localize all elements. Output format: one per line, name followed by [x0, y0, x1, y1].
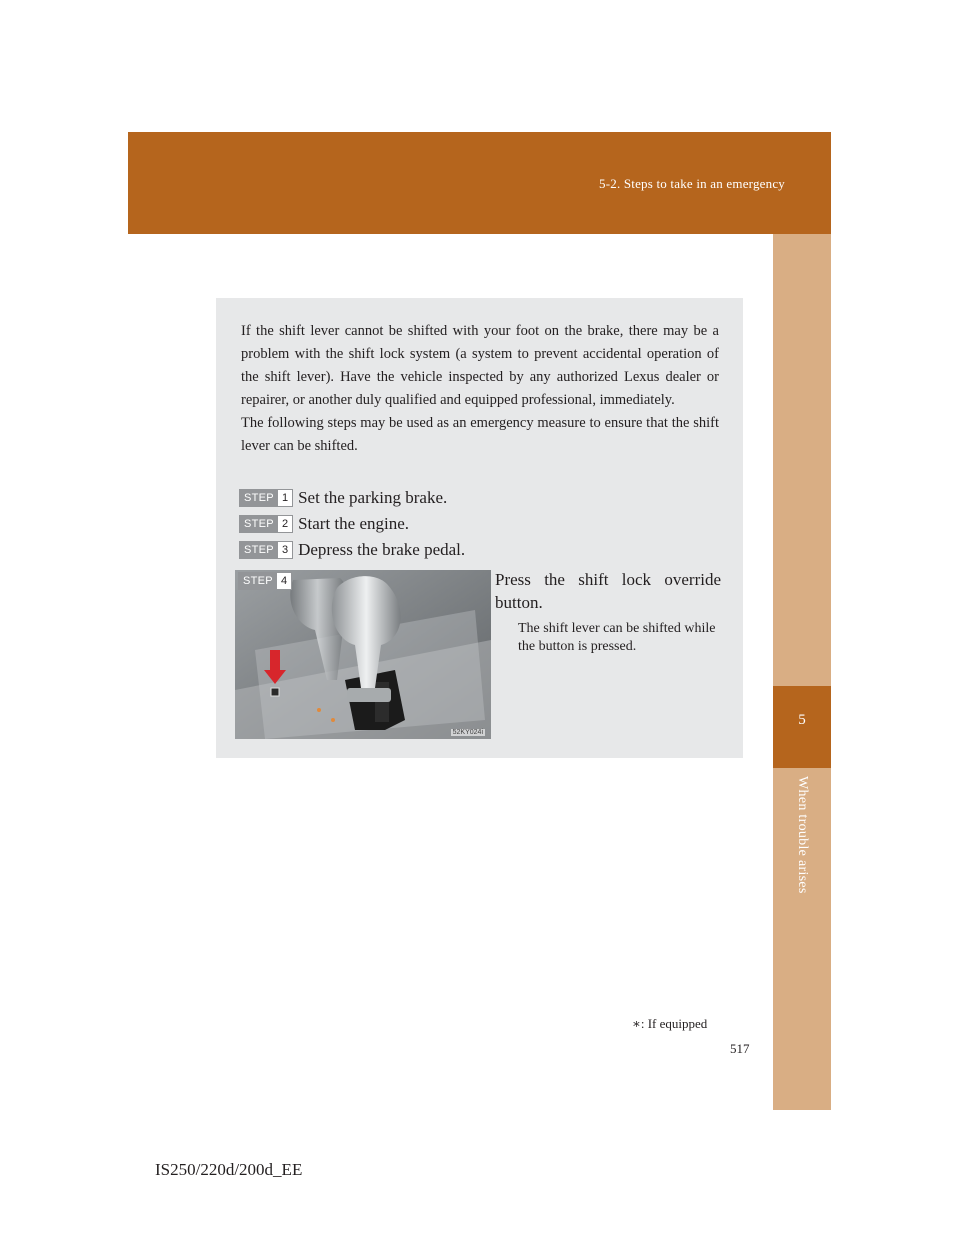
side-tab [773, 234, 831, 1110]
step-1 [239, 488, 447, 508]
photo-code: 52KY024i [452, 729, 483, 736]
step-text: Depress the brake pedal. [298, 540, 466, 559]
shift-lever-photo [235, 570, 491, 739]
shift-lever-illustration [235, 570, 491, 739]
header-band [128, 132, 831, 234]
model-code: IS250/220d/200d_EE [155, 1160, 303, 1179]
page-number: 517 [730, 1041, 750, 1056]
section-title: 5-2. Steps to take in an emergency [599, 176, 785, 191]
intro-paragraph-2: The following steps may be used as an emergency measure to ensure that the shift lever can be shifted. [241, 415, 719, 454]
chapter-tab [773, 686, 831, 768]
step-3 [239, 540, 465, 560]
footnote: ∗: If equipped [632, 1016, 708, 1031]
intro-paragraph-1: If the shift lever cannot be shifted with your foot on the brake, there may be a problem with the shift lock system (a system to prevent accidental operation of the shift lever). Have the vehicle inspected by any authorized Lexus dealer or repairer, or another duly qualified and equipped professional, immediately. [241, 323, 719, 408]
step-4-note: The shift lever can be shifted while the button is pressed. [518, 621, 716, 654]
chapter-number: 5 [798, 712, 806, 728]
step-badge: STEP 2 [239, 515, 293, 533]
step-2 [239, 514, 409, 534]
step-badge: STEP 1 [239, 489, 293, 507]
step-badge: STEP 4 [238, 572, 292, 590]
step-text: Set the parking brake. [298, 488, 448, 507]
step-badge: STEP 3 [239, 541, 293, 559]
content-box [216, 298, 743, 758]
step-4-text: Press the shift lock override button. [495, 570, 721, 612]
chapter-title: When trouble arises [795, 776, 810, 894]
intro-text [241, 320, 719, 458]
step-text: Start the engine. [298, 514, 410, 533]
